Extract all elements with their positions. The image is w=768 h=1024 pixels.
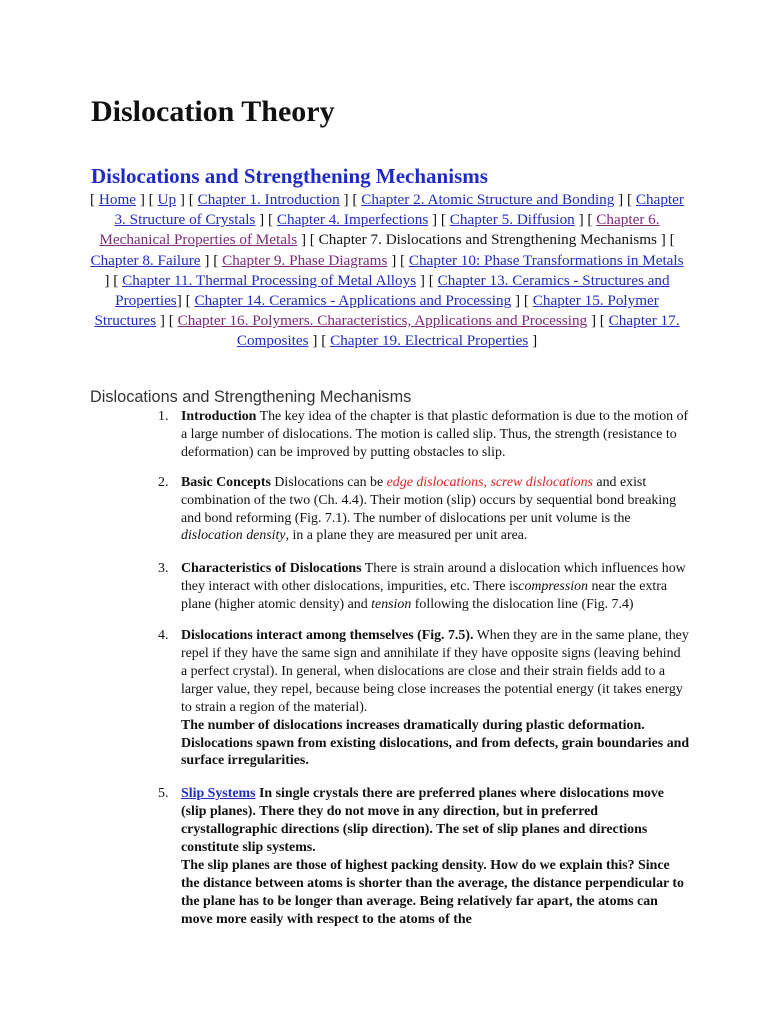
item-body: When they are in the same plane, they repel if they have the same sign and annihilate if they have opposite signs (leaving behind a perfect crystal). In general, when dislocations are close and their strain fields add to a larger value, they repel, because being close increases the potential energy (it takes energy to strain a region of the material). bbox=[181, 628, 689, 715]
nav-separator: ] [ bbox=[156, 312, 178, 330]
item-title: Basic Concepts bbox=[181, 474, 271, 490]
nav-separator: ] [ bbox=[176, 191, 198, 208]
nav-link-chapter-8-failure[interactable]: Chapter 8. Failure bbox=[90, 251, 201, 269]
nav-link-chapter-11-thermal-processing-of-metal-alloys[interactable]: Chapter 11. Thermal Processing of Metal Alloys bbox=[122, 271, 417, 289]
nav-link-up[interactable]: Up bbox=[157, 191, 177, 208]
list-number: 2. bbox=[158, 474, 169, 490]
nav-link-chapter-9-phase-diagrams[interactable]: Chapter 9. Phase Diagrams bbox=[222, 251, 388, 269]
nav-link-chapter-3-structure-of-crystals[interactable]: Chapter 3. Structure of Crystals bbox=[114, 191, 684, 229]
nav-separator: ] [ bbox=[200, 251, 223, 269]
nav-link-chapter-15-polymer-structures[interactable]: Chapter 15. Polymer Structures bbox=[94, 292, 659, 330]
item-body: Dislocations can be bbox=[270, 474, 387, 490]
list-item-basic-concepts bbox=[150, 474, 690, 546]
nav-link-chapter-19-electrical-properties[interactable]: Chapter 19. Electrical Properties bbox=[330, 332, 529, 350]
nav-separator: ] [ bbox=[339, 191, 362, 208]
item-body: following the dislocation line (Fig. 7.4) bbox=[411, 597, 634, 613]
term-separator: , bbox=[483, 474, 491, 490]
nav-separator: ] [ bbox=[255, 211, 277, 229]
nav-link-chapter-17-composites[interactable]: Chapter 17. Composites bbox=[236, 312, 680, 350]
edge-dislocations-term: edge dislocations bbox=[386, 474, 484, 490]
nav-link-home[interactable]: Home bbox=[98, 191, 137, 208]
nav-separator: ] [ bbox=[614, 191, 636, 208]
item-title: Characteristics of Dislocations bbox=[181, 561, 362, 577]
item-title: Introduction bbox=[181, 409, 257, 424]
page-title: Dislocation Theory bbox=[91, 95, 335, 128]
tension-term: tension bbox=[371, 597, 412, 613]
item-bold-note: The number of dislocations increases dramatically during plastic deformation. Dislocations spawn from existing dislocations, and from defects, grain boundaries and surface irregularities. bbox=[181, 717, 690, 769]
nav-separator: ] [ bbox=[587, 312, 609, 330]
item-body: , in a plane they are measured per unit area. bbox=[285, 528, 528, 544]
nav-separator: ] [ bbox=[428, 211, 450, 229]
list-number: 1. bbox=[158, 409, 169, 424]
nav-separator: ] [ bbox=[416, 271, 438, 289]
nav-link-chapter-1-introduction[interactable]: Chapter 1. Introduction bbox=[197, 191, 340, 208]
compression-term: compression bbox=[518, 579, 588, 595]
nav-separator: ] [ bbox=[104, 271, 123, 289]
list-number: 5. bbox=[158, 786, 169, 802]
item-body: There is strain around a dislocation which influences how they interact with other dislocations, impurities, etc. There is bbox=[181, 561, 686, 595]
slip-systems-link[interactable]: Slip Systems bbox=[181, 786, 256, 802]
nav-separator: ] [ Chapter 7. Dislocations and Strengthening Mechanisms ] [ bbox=[297, 231, 675, 249]
nav-link-chapter-16-polymers-characteristics-applications-and-processing[interactable]: Chapter 16. Polymers. Characteristics, Applications and Processing bbox=[177, 312, 588, 330]
list-item-introduction bbox=[150, 408, 690, 462]
nav-link-chapter-2-atomic-structure-and-bonding[interactable]: Chapter 2. Atomic Structure and Bonding bbox=[361, 191, 615, 208]
item-body: near the extra plane (higher atomic density) and bbox=[181, 579, 668, 613]
item-body: and exist combination of the two (Ch. 4.4). Their motion (slip) occurs by sequential bond breaking and bond reforming (Fig. 7.1). The number of dislocations per unit volume is the bbox=[181, 474, 677, 526]
nav-separator: ] [ bbox=[511, 292, 533, 310]
nav-link-chapter-6-mechanical-properties-of-metals[interactable]: Chapter 6. Mechanical Properties of Metals bbox=[99, 211, 660, 249]
item-title: Dislocations interact among themselves (Fig. 7.5). bbox=[181, 628, 474, 644]
nav-separator: ] bbox=[528, 332, 538, 350]
nav-separator: ] [ bbox=[387, 251, 409, 269]
section-heading: Dislocations and Strengthening Mechanisms bbox=[90, 388, 412, 406]
list-number: 3. bbox=[158, 561, 169, 577]
list-number: 4. bbox=[158, 628, 169, 644]
list-item-slip-systems bbox=[150, 785, 690, 928]
nav-link-chapter-4-imperfections[interactable]: Chapter 4. Imperfections bbox=[276, 211, 429, 229]
nav-separator: ] [ bbox=[176, 292, 195, 310]
nav-link-chapter-5-diffusion[interactable]: Chapter 5. Diffusion bbox=[449, 211, 575, 229]
item-body: The key idea of the chapter is that plastic deformation is due to the motion of a large number of dislocations. The motion is called slip. Thus, the strength (resistance to deformation) can be improved by putting obstacles to slip. bbox=[181, 409, 689, 460]
nav-link-chapter-13-ceramics-structures-and-properties[interactable]: Chapter 13. Ceramics - Structures and Properties bbox=[115, 271, 670, 310]
chapter-navigation bbox=[90, 190, 684, 352]
nav-separator: [ bbox=[90, 191, 99, 208]
list-item-dislocation-interaction bbox=[150, 627, 690, 770]
page-subtitle: Dislocations and Strengthening Mechanisms bbox=[91, 164, 488, 188]
nav-link-chapter-10-phase-transformations-in-metals[interactable]: Chapter 10: Phase Transformations in Metals bbox=[408, 251, 684, 269]
item-bold-text: The slip planes are those of highest packing density. How do we explain this? Since the distance between atoms is shorter than the average, the distance perpendicular to the plane has to be longer than average. Being relatively far apart, the atoms can move more easily with respect to the atoms of the bbox=[181, 857, 684, 927]
nav-separator: ] [ bbox=[574, 211, 597, 229]
dislocation-density-term: dislocation density bbox=[181, 528, 286, 544]
nav-link-chapter-14-ceramics-applications-and-processing[interactable]: Chapter 14. Ceramics - Applications and Processing bbox=[194, 292, 512, 310]
numbered-list bbox=[150, 408, 690, 941]
list-item-characteristics bbox=[150, 560, 690, 614]
screw-dislocations-term: screw dislocations bbox=[490, 474, 593, 490]
item-bold-text: In single crystals there are preferred planes where dislocations move (slip planes). There they do not move in any direction, but in preferred crystallographic directions (slip direction). The set of slip planes and directions constitute slip systems. bbox=[181, 786, 664, 856]
nav-separator: ] [ bbox=[136, 191, 158, 208]
nav-separator: ] [ bbox=[308, 332, 331, 350]
